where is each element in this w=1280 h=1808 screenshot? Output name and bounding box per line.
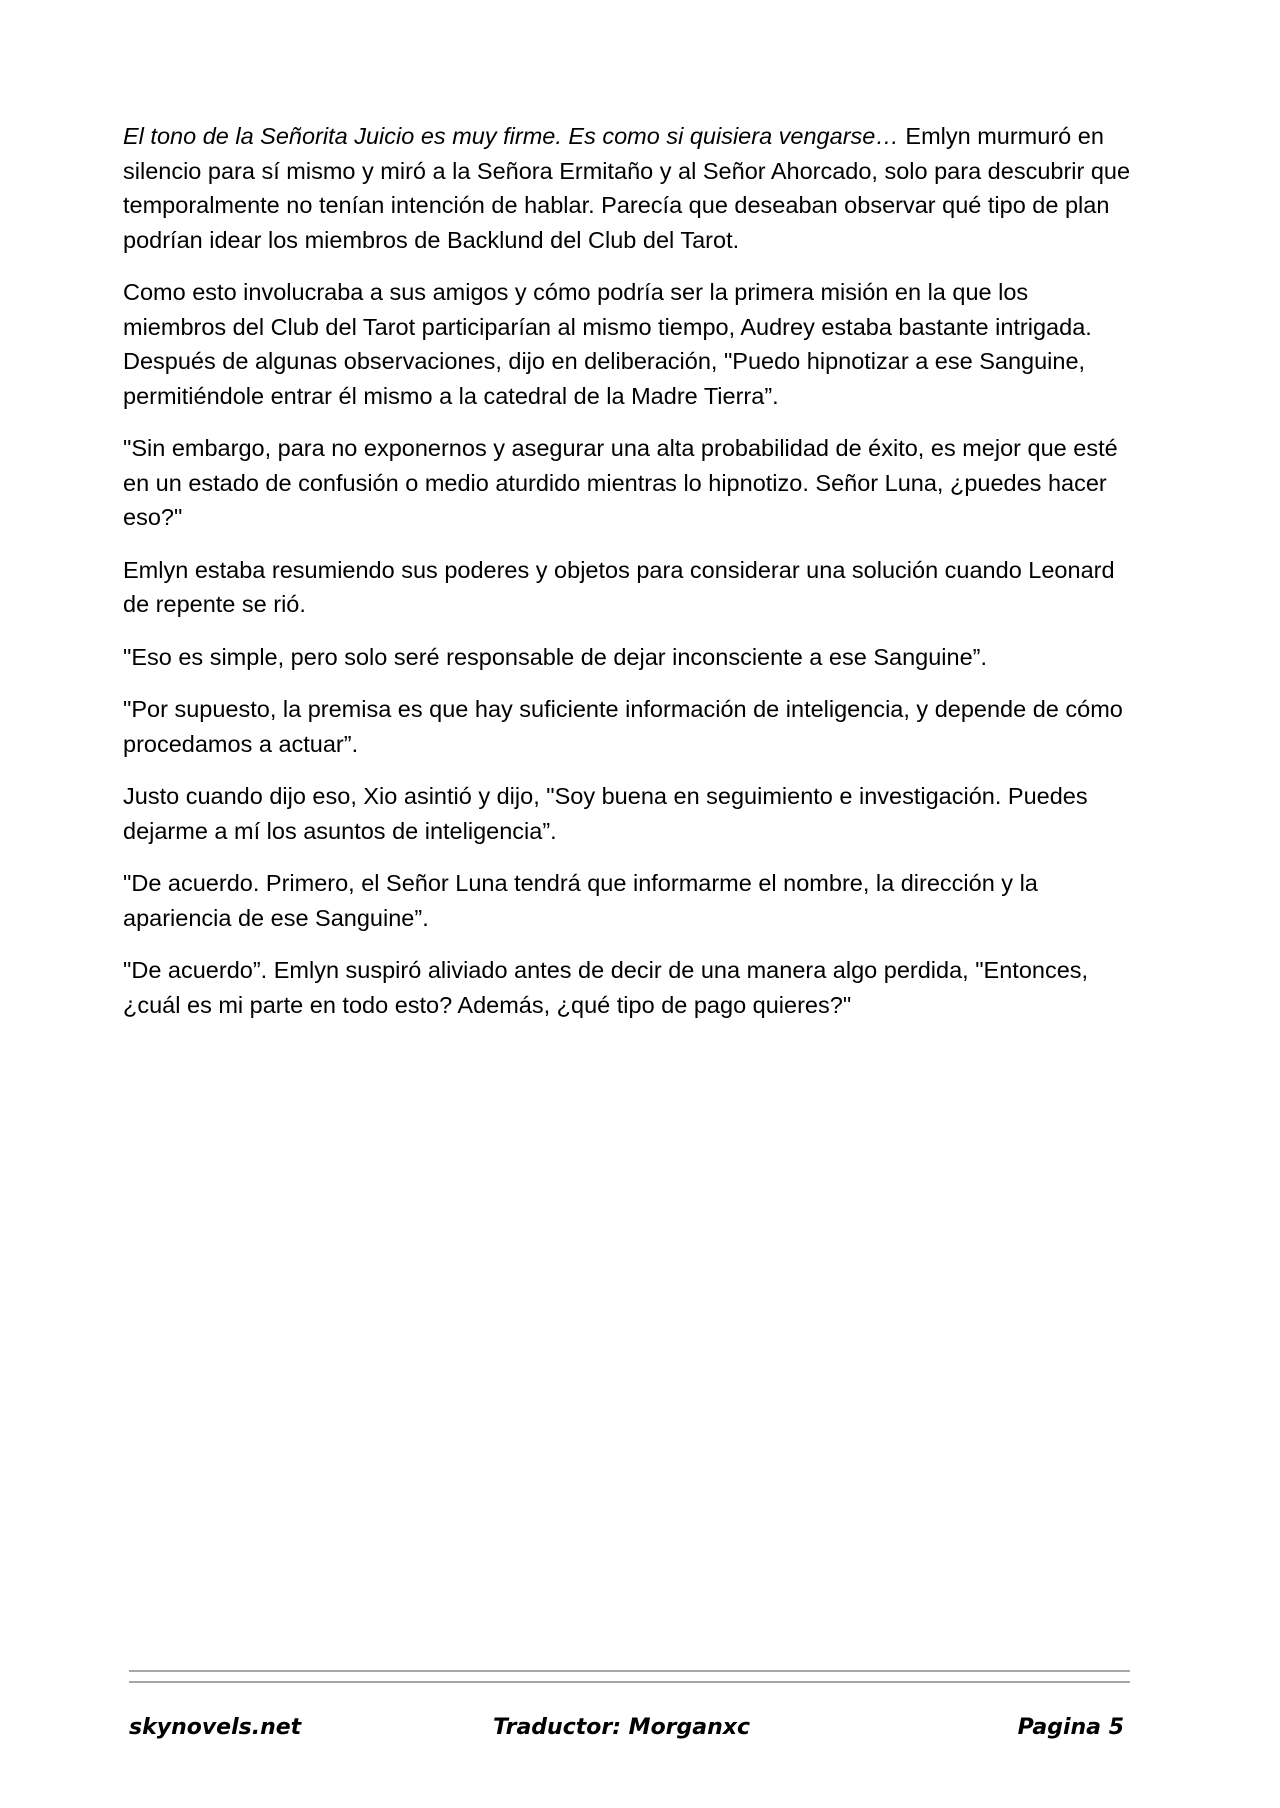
- document-body: [123, 119, 1133, 1040]
- footer-page-number: Pagina 5: [1017, 1715, 1124, 1740]
- footer-divider-bottom: [129, 1681, 1130, 1683]
- footer-translator: Traductor: Morganxc: [493, 1715, 751, 1740]
- paragraph-2: Como esto involucraba a sus amigos y cómo podría ser la primera misión en la que los miembros del Club del Tarot participarían al mismo tiempo, Audrey estaba bastante intrigada. Después de algunas observaciones, dijo en deliberación, "Puedo hipnotizar a ese Sanguine, permitiéndole entrar él mismo a la catedral de la Madre Tierra”.: [123, 279, 1092, 409]
- paragraph-3: "Sin embargo, para no exponernos y asegurar una alta probabilidad de éxito, es mejor que esté en un estado de confusión o medio aturdido mientras lo hipnotizo. Señor Luna, ¿puedes hacer eso?": [123, 435, 1118, 530]
- paragraph-9: "De acuerdo”. Emlyn suspiró aliviado antes de decir de una manera algo perdida, "Entonces, ¿cuál es mi parte en todo esto? Además, ¿qué tipo de pago quieres?": [123, 957, 1089, 1018]
- paragraph-1-italic: El tono de la Señorita Juicio es muy firme. Es como si quisiera vengarse…: [123, 123, 899, 149]
- paragraph-8: "De acuerdo. Primero, el Señor Luna tendrá que informarme el nombre, la dirección y la apariencia de ese Sanguine”.: [123, 870, 1038, 931]
- paragraph-6: "Por supuesto, la premisa es que hay suficiente información de inteligencia, y depende de cómo procedamos a actuar”.: [123, 696, 1123, 757]
- paragraph-7: Justo cuando dijo eso, Xio asintió y dijo, "Soy buena en seguimiento e investigación. Puedes dejarme a mí los asuntos de inteligencia”.: [123, 783, 1088, 844]
- paragraph-4: Emlyn estaba resumiendo sus poderes y objetos para considerar una solución cuando Leonard de repente se rió.: [123, 556, 1115, 617]
- page-footer: [129, 1715, 1124, 1745]
- paragraph-1: [123, 119, 1133, 257]
- paragraph-5: "Eso es simple, pero solo seré responsable de dejar inconsciente a ese Sanguine”.: [123, 643, 987, 670]
- paragraph-1-text: Emlyn murmuró en silencio para sí mismo y miró a la Señora Ermitaño y al Señor Ahorcado, solo para descubrir que temporalmente no tenían intención de hablar. Parecía que deseaban observar qué tipo de plan podrían idear los miembros de Backlund del Club del Tarot.: [123, 123, 1131, 253]
- footer-site-link[interactable]: skynovels.net: [129, 1715, 302, 1740]
- footer-divider-top: [129, 1670, 1130, 1672]
